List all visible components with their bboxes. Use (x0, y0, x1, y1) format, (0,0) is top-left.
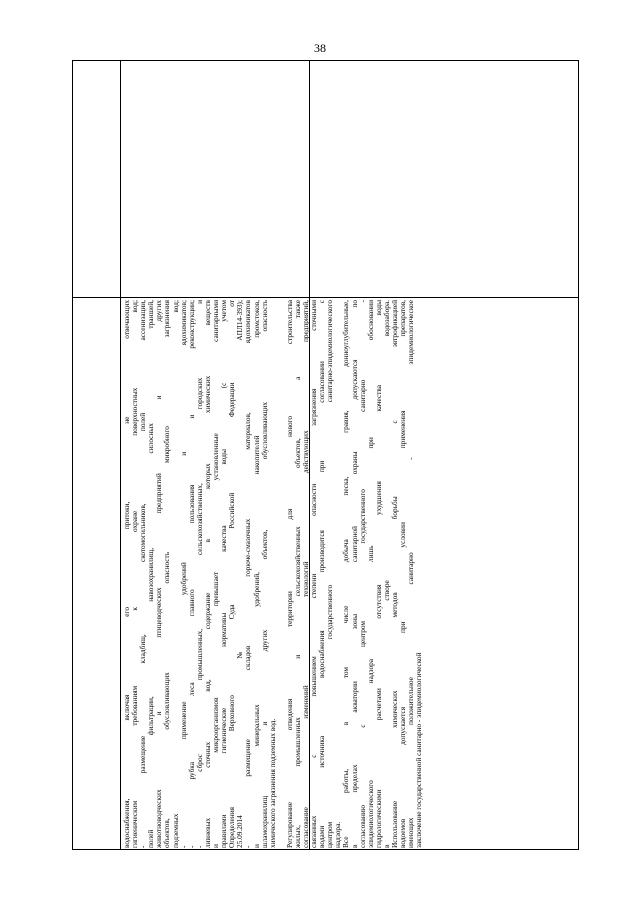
b-line: центром государственного санитарно-эпидемиологического (325, 300, 335, 848)
a-line: 25.09.2014 № АПЛ14-393); (235, 300, 245, 848)
b-line: заключение государственной санитарно - эпидемиологической (414, 652, 424, 848)
b-line: согласование изменений технологий действующих предприятий, (300, 300, 310, 848)
a-line: животноводческих и птицеводческих предприятий и других (154, 300, 164, 848)
a-line: Определения Верховного Суда Российской Федерации от (227, 300, 237, 848)
regulation-table (72, 60, 579, 850)
b-line: в пределах акватории зоны санитарной охраны допускаются по (349, 300, 359, 848)
a-line: и минеральных удобрений, накопителей промстоков, (251, 300, 261, 848)
a-line: - размещение складов горюче-смазочных материалов, ядохимикатов (243, 300, 253, 848)
b-line: согласованию с центром государственного санитарно - (357, 300, 367, 848)
a-line: подземных вод; (170, 300, 180, 848)
a-line: объектов, обусловливающих опасность микробного загрязнения (162, 300, 172, 848)
a-line: - применение удобрений и ядохимикатов; (178, 300, 188, 848)
a-line: - рубка леса главного пользования и реконструкции; (186, 300, 196, 848)
a-line: шламохранилищ и других объектов, обусловливающих опасность (259, 300, 269, 848)
b-line: надзора. (333, 821, 343, 848)
b-line: эпидемиологического надзора лишь при обосновании (365, 300, 375, 848)
b-line: имеющих положительное санитарно - эпидемиологическое (406, 300, 416, 848)
page-number: 38 (314, 41, 326, 55)
b-line: гидрологическими расчетами отсутствия ухудшения качества воды (373, 300, 383, 848)
a-line: гигиеническим требованиям к охране поверхностных вод; (130, 300, 140, 848)
b-line: водами источника водоснабжения производится при согласовании с (317, 300, 327, 848)
a-line: - сброс промышленных, сельскохозяйственных, городских и (194, 300, 204, 848)
b-line: Все работы, в том числе добыча песка, гравия, донноуглубительные, (341, 300, 351, 848)
b-line: Регулирование отведения территории для нового строительства (284, 300, 294, 848)
a-line: водоснабжения, включая его притоки, не отвечающих (122, 300, 131, 848)
a-line: правилами гигиенические нормативы качества воды (с учетом (219, 300, 229, 848)
b-line: связанных с повышением степени опасности загрязнения сточными (309, 300, 319, 848)
a-line: химического загрязнения подземных вод. (267, 718, 277, 848)
requirements-cell (121, 298, 424, 850)
a-line: ливневых сточных вод, содержание в которых химических веществ (202, 300, 212, 848)
a-line: и микроорганизмов превышает установленные санитарными (211, 300, 221, 848)
b-line: водоемов допускается при условии применения препаратов, (398, 300, 408, 848)
b-line: жилых, промышленных и сельскохозяйственных объектов, а также (292, 300, 302, 848)
b-line: в створе водозабора. (381, 300, 391, 848)
a-line: полей фильтрации, навозохранилищ, силосных траншей, (146, 300, 156, 848)
a-line: - размещение кладбищ, скотомогильников, полей ассенизации, (138, 300, 148, 848)
b-line: Использование химических методов борьбы с эвтрофикацией (390, 300, 399, 848)
